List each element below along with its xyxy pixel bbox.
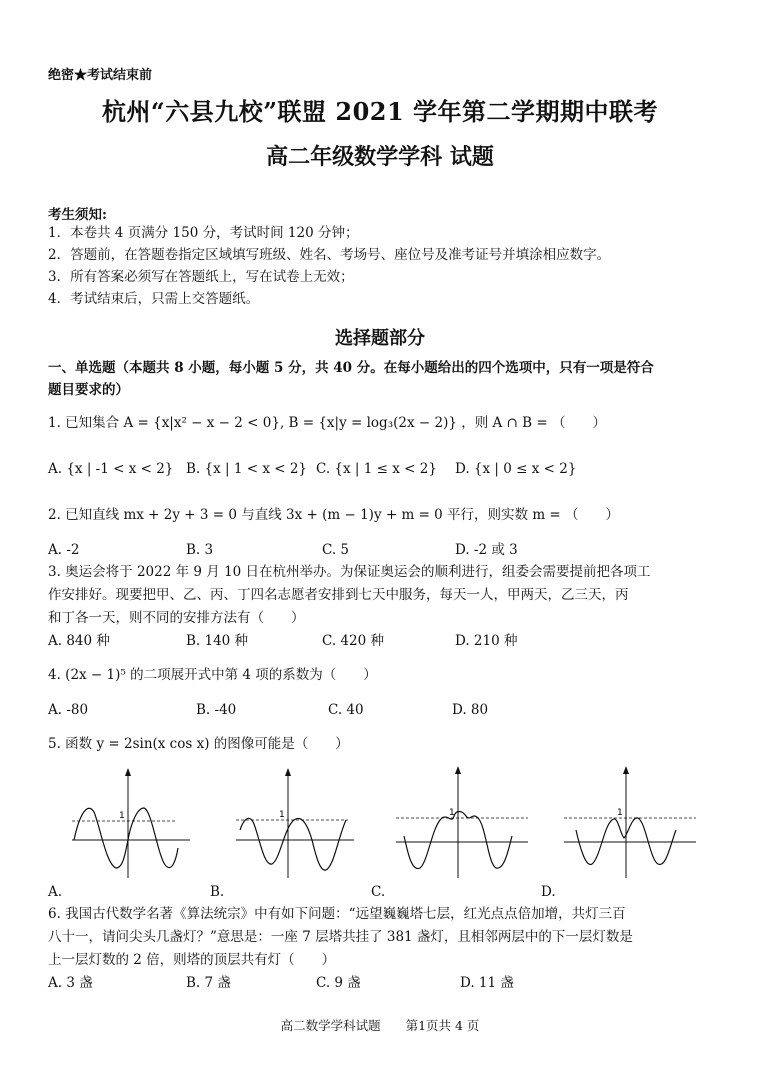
q3-option-c: C. 420 种 (322, 633, 384, 649)
q5-option-b: B. (210, 884, 225, 900)
q2-option-c: C. 5 (322, 542, 350, 558)
section-title: 选择题部分 (335, 328, 425, 349)
q3-option-b: B. 140 种 (186, 633, 249, 649)
part-instructions: 一、单选题（本题共 8 小题，每小题 5 分，共 40 分。在每小题给出的四个选项中，只有一项是符合 (48, 360, 654, 376)
page-footer: 高二数学学科试题 第1页共 4 页 (280, 1018, 480, 1033)
graph-c (392, 764, 532, 883)
q2-option-d: D. -2 或 3 (455, 542, 518, 558)
question-3-line: 和丁各一天，则不同的安排方法有（ ） (48, 610, 305, 626)
q2-option-b: B. 3 (186, 542, 214, 558)
q3-option-a: A. 840 种 (48, 633, 110, 649)
q5-option-d: D. (541, 884, 556, 900)
question-6-line: 八十一，请问尖头几盏灯？”意思是：一座 7 层塔共挂了 381 盏灯，且相邻两层中的下一层灯数是 (48, 929, 633, 945)
graph-d (560, 764, 700, 883)
graph-a (66, 768, 196, 883)
part-instructions-cont: 题目要求的） (48, 382, 129, 398)
q3-option-d: D. 210 种 (455, 633, 518, 649)
q5-option-c: C. (371, 884, 386, 900)
question-5-stem: 5. 函数 y = 2sin(x cos x) 的图像可能是（ ） (48, 736, 349, 752)
notice-item: 1．本卷共 4 页满分 150 分，考试时间 120 分钟； (48, 225, 359, 241)
q6-option-b: B. 7 盏 (186, 975, 231, 991)
confidential-label: 绝密★考试结束前 (48, 68, 153, 83)
question-2-stem: 2. 已知直线 mx + 2y + 3 = 0 与直线 3x + (m − 1)y + m = 0 平行，则实数 m = （ ） (48, 507, 620, 523)
q4-option-c: C. 40 (328, 702, 364, 718)
question-1-stem: 1. 已知集合 A = {x|x² − x − 2 < 0}, B = {x|y = log₃(2x − 2)} ，则 A ∩ B = （ ） (48, 415, 606, 431)
question-3-line: 作安排好。现要把甲、乙、丙、丁四名志愿者安排到七天中服务，每天一人，甲两天，乙三天，丙 (48, 587, 629, 603)
q5-option-a: A. (48, 884, 63, 900)
q4-option-b: B. -40 (196, 702, 237, 718)
question-6-line: 6. 我国古代数学名著《算法统宗》中有如下问题：“远望巍巍塔七层，红光点点倍加增，共灯三百 (48, 906, 626, 922)
q1-option-c: C. {x | 1 ≤ x < 2} (316, 461, 437, 477)
notice-heading: 考生须知: (48, 207, 107, 223)
notice-item: 3．所有答案必须写在答题纸上，写在试卷上无效； (48, 269, 354, 285)
graph-a-label: 1 (119, 811, 125, 821)
graph-d-label: 1 (617, 808, 623, 818)
question-6-line: 上一层灯数的 2 倍，则塔的顶层共有灯（ ） (48, 952, 336, 968)
q1-option-d: D. {x | 0 ≤ x < 2} (455, 461, 577, 477)
exam-title: 杭州“六县九校”联盟 2021 学年第二学期期中联考 (101, 97, 659, 126)
question-4-stem: 4. (2x − 1)⁵ 的二项展开式中第 4 项的系数为（ ） (48, 667, 377, 683)
q6-option-d: D. 11 盏 (460, 975, 514, 991)
q6-option-a: A. 3 盏 (48, 975, 93, 991)
notice-item: 2．答题前，在答题卷指定区域填写班级、姓名、考场号、座位号及准考证号并填涂相应数字。 (48, 247, 611, 263)
q1-option-b: B. {x | 1 < x < 2} (186, 461, 308, 477)
exam-subtitle: 高二年级数学学科 试题 (266, 144, 494, 170)
notice-item: 4．考试结束后，只需上交答题纸。 (48, 291, 260, 307)
q6-option-c: C. 9 盏 (316, 975, 361, 991)
q4-option-d: D. 80 (452, 702, 489, 718)
graph-b (230, 768, 360, 883)
graph-c-label: 1 (449, 808, 455, 818)
graph-b-label: 1 (279, 810, 285, 820)
q1-option-a: A. {x | -1 < x < 2} (48, 461, 174, 477)
question-3-line: 3. 奥运会将于 2022 年 9 月 10 日在杭州举办。为保证奥运会的顺利进行，组委会需要提前把各项工 (48, 564, 651, 580)
q2-option-a: A. -2 (48, 542, 80, 558)
q4-option-a: A. -80 (48, 702, 89, 718)
